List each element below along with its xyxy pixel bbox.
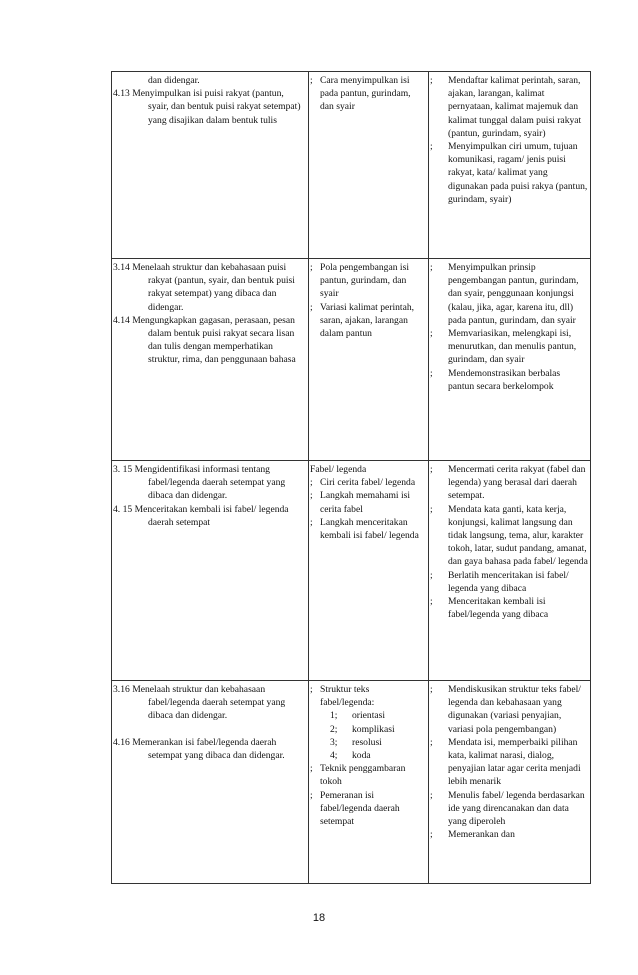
bullet-marker: ;: [310, 763, 313, 775]
kegiatan-item: [430, 569, 588, 595]
materi-subitem: [320, 736, 426, 749]
kegiatan-item: [430, 789, 588, 829]
materi-subitem: [320, 709, 426, 722]
materi-item: [310, 762, 426, 788]
materi-item: [310, 261, 426, 301]
materi-item: [310, 74, 426, 114]
kegiatan-text: Berlatih menceritakan isi fabel/ legenda yang dibaca: [448, 569, 569, 594]
kd-cell: [112, 259, 309, 461]
materi-text: Langkah memahami isi cerita fabel: [320, 490, 411, 515]
materi-text: Langkah menceritakan kembali isi fabel/ legenda: [320, 516, 419, 542]
materi-subitem: [320, 723, 426, 736]
kegiatan-text: Menyimpulkan ciri umum, tujuan komunikasi, ragam/ jenis puisi rakyat, kata/ kalimat yang digunakan pada puisi rakya (pantun, gurindam, syair): [448, 141, 588, 205]
kegiatan-item: [430, 736, 588, 789]
materi-text: Struktur teks fabel/legenda:: [320, 684, 375, 709]
kegiatan-text: Mencermati cerita rakyat (fabel dan legenda) yang berasal dari daerah setempat.: [448, 464, 586, 502]
bullet-marker: ;: [310, 789, 313, 801]
bullet-marker: ;: [430, 328, 433, 340]
materi-cell: [309, 461, 429, 681]
bullet-marker: ;: [430, 75, 433, 86]
competency-text: 4.13 Menyimpulkan isi puisi rakyat (pantun, syair, dan bentuk puisi rakyat setempat) yang disajikan dalam bentuk tulis: [113, 88, 301, 126]
competency-text: 4. 15 Menceritakan kembali isi fabel/ legenda daerah setempat: [113, 503, 289, 528]
table-row: [112, 461, 591, 681]
materi-text: Ciri cerita fabel/ legenda: [320, 477, 416, 489]
bullet-marker: ;: [430, 736, 433, 748]
materi-text: Pola pengembangan isi pantun, gurindam, dan syair: [320, 262, 409, 300]
kegiatan-text: Menulis fabel/ legenda berdasarkan ide yang direncanakan dan data yang diperoleh: [448, 789, 585, 828]
kegiatan-item: [430, 463, 588, 503]
kegiatan-item: [430, 683, 588, 736]
kegiatan-item: [430, 261, 588, 327]
materi-item: [310, 463, 426, 476]
materi-text: Pemeranan isi fabel/legenda daerah setempat: [320, 789, 400, 828]
competency-text: 3.14 Menelaah struktur dan kebahasaan puisi rakyat (pantun, syair, dan bentuk puisi rakyat setempat) yang dibaca dan didengar.: [113, 262, 295, 313]
subitem-text: resolusi: [352, 736, 382, 748]
subitem-text: orientasi: [352, 710, 386, 722]
kegiatan-text: Mendata kata ganti, kata kerja, konjungsi, kalimat langsung dan tidak langsung, tema, alur, karakter tokoh, latar, sudut pandang, amanat, dan gaya bahasa pada fabel/ legenda: [448, 503, 588, 568]
spacer: [113, 723, 306, 736]
materi-text: Variasi kalimat perintah, saran, ajakan, larangan dalam pantun: [320, 301, 415, 340]
kegiatan-cell: [429, 461, 591, 681]
kegiatan-text: Memerankan dan: [448, 829, 515, 841]
table-row: [112, 259, 591, 461]
bullet-marker: ;: [430, 684, 433, 695]
kegiatan-text: Mendemonstrasikan berbalas pantun secara berkelompok: [448, 367, 561, 392]
subitem-text: koda: [352, 750, 371, 762]
materi-text: Teknik penggambaran tokoh: [320, 763, 406, 788]
bullet-marker: ;: [310, 477, 313, 489]
kd-cell: [112, 681, 309, 884]
competency-text: dan didengar.: [148, 75, 200, 86]
subitem-number: 1;: [330, 710, 338, 722]
kd-cell: [112, 72, 309, 259]
competency-text: 3. 15 Mengidentifikasi informasi tentang fabel/legenda daerah setempat yang dibaca dan didengar.: [113, 464, 286, 502]
bullet-marker: ;: [310, 490, 313, 502]
bullet-marker: ;: [430, 569, 433, 581]
bullet-marker: ;: [430, 789, 433, 801]
materi-item: [310, 489, 426, 515]
kd-cell: [112, 461, 309, 681]
bullet-marker: ;: [430, 596, 433, 608]
page-number: 18: [312, 912, 326, 924]
kegiatan-text: Mendiskusikan struktur teks fabel/ legenda dan kebahasaan yang digunakan (variasi penyajian, variasi pola pengembangan): [448, 684, 581, 735]
competency-text: 4.16 Memerankan isi fabel/legenda daerah setempat yang dibaca dan didengar.: [113, 736, 285, 761]
kegiatan-item: [430, 327, 588, 367]
kegiatan-cell: [429, 72, 591, 259]
kegiatan-item: [430, 74, 588, 140]
kegiatan-text: Menyimpulkan prinsip pengembangan pantun, gurindam, dan syair, penggunaan konjungsi (kalau, jika, agar, karena itu, dll) pada pantun, gurindam, dan syair: [448, 262, 579, 326]
bullet-marker: ;: [310, 516, 313, 528]
bullet-marker: ;: [430, 141, 433, 153]
kegiatan-item: [430, 140, 588, 206]
materi-text: Fabel/ legenda: [310, 464, 367, 475]
kegiatan-cell: [429, 681, 591, 884]
kegiatan-item: [430, 503, 588, 569]
materi-item: [310, 476, 426, 489]
materi-item: [310, 301, 426, 341]
materi-item: [310, 683, 426, 762]
table-row: [112, 681, 591, 884]
materi-text: Cara menyimpulkan isi pada pantun, gurindam, dan syair: [320, 75, 411, 113]
kegiatan-text: Menceritakan kembali isi fabel/legenda yang dibaca: [448, 596, 549, 621]
bullet-marker: ;: [310, 684, 313, 695]
bullet-marker: ;: [430, 829, 433, 841]
kegiatan-item: [430, 367, 588, 393]
kegiatan-text: Memvariasikan, melengkapi isi, menurutkan, dan menulis pantun, gurindam, dan syair: [448, 328, 577, 366]
bullet-marker: ;: [430, 503, 433, 515]
competency-text: 4.14 Mengungkapkan gagasan, perasaan, pesan dalam bentuk puisi rakyat secara lisan dan tulis dengan memperhatikan struktur, rima, dan penggunaan bahasa: [113, 314, 296, 366]
bullet-marker: ;: [430, 464, 433, 475]
bullet-marker: ;: [430, 367, 433, 379]
curriculum-table: [111, 71, 591, 884]
materi-cell: [309, 72, 429, 259]
subitem-text: komplikasi: [352, 723, 395, 735]
kegiatan-item: [430, 828, 588, 841]
kegiatan-cell: [429, 259, 591, 461]
materi-subitem: [320, 749, 426, 762]
subitem-number: 3;: [330, 736, 338, 748]
materi-cell: [309, 259, 429, 461]
bullet-marker: ;: [310, 262, 313, 273]
curriculum-table-body: [112, 72, 591, 884]
bullet-marker: ;: [310, 301, 313, 313]
kegiatan-text: Mendaftar kalimat perintah, saran, ajakan, larangan, kalimat pernyataan, kalimat majemuk dan kalimat tunggal dalam puisi rakyat (pantun, gurindam, syair): [448, 75, 582, 139]
table-row: [112, 72, 591, 259]
subitem-number: 2;: [330, 723, 338, 735]
kegiatan-item: [430, 595, 588, 621]
kegiatan-text: Mendata isi, memperbaiki pilihan kata, kalimat narasi, dialog, penyajian latar agar cerita menjadi lebih menarik: [448, 736, 581, 788]
competency-text: 3.16 Menelaah struktur dan kebahasaan fabel/legenda daerah setempat yang dibaca dan didengar.: [113, 684, 286, 722]
bullet-marker: ;: [310, 75, 313, 86]
materi-item: [310, 789, 426, 829]
materi-item: [310, 516, 426, 542]
subitem-number: 4;: [330, 750, 338, 762]
bullet-marker: ;: [430, 262, 433, 273]
materi-cell: [309, 681, 429, 884]
